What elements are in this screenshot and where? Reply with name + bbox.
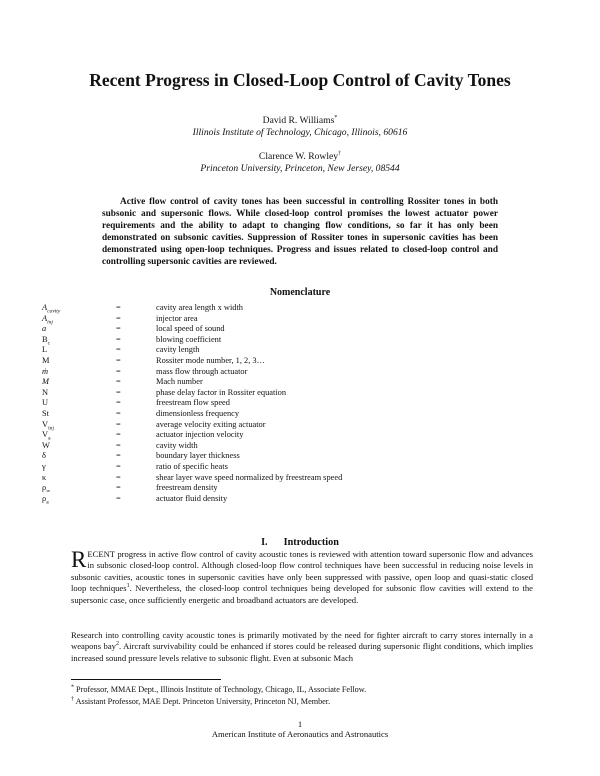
nomenclature-symbol (42, 462, 116, 473)
nomenclature-symbol (42, 377, 116, 388)
dropcap-letter: R (71, 547, 87, 572)
nomenclature-definition: cavity length (156, 345, 200, 355)
footnote-2-mark: † (71, 696, 74, 703)
author-2 (0, 151, 600, 162)
intro-p1-text: ECENT progress in active flow control of cavity acoustic tones is reviewed with attention toward supersonic flow and advances in subsonic closed-loop control. Although closed-loop flow control techniques have been successful in reducing noise levels in subsonic cavities, acoustic tones in supersonic cavities have only been suppressed with passive, open loop and quasi-static closed loop techniques (71, 549, 533, 594)
nomenclature-definition: blowing coefficient (156, 334, 222, 344)
nomenclature-row (42, 494, 342, 505)
nomenclature-definition: mass flow through actuator (156, 366, 248, 376)
nomenclature-symbol (42, 473, 116, 484)
nomenclature-row (42, 324, 342, 335)
nomenclature-definition: cavity width (156, 440, 198, 450)
citation-1: 1 (126, 583, 130, 590)
nomenclature-definition: phase delay factor in Rossiter equation (156, 387, 287, 397)
author-1-name: David R. Williams (262, 115, 335, 126)
nomenclature-symbol (42, 303, 116, 314)
footnote-1-text: Professor, MMAE Dept., Illinois Institute of Technology, Chicago, IL, Associate Fellow. (76, 685, 367, 694)
footnote-1 (71, 684, 541, 695)
citation-2: 2 (115, 641, 119, 648)
equals-sign: = (116, 313, 121, 323)
nomenclature-row (42, 430, 342, 441)
equals-sign: = (116, 345, 121, 355)
equals-sign: = (116, 451, 121, 461)
nomenclature-symbol (42, 451, 116, 462)
nomenclature-symbol (42, 398, 116, 409)
nomenclature-row (42, 356, 342, 367)
nomenclature-symbol (42, 430, 116, 441)
symbol-main: L (42, 345, 48, 355)
equals-sign: = (116, 440, 121, 450)
nomenclature-symbol (42, 494, 116, 505)
equals-sign: = (116, 387, 121, 397)
section-title: Introduction (283, 537, 339, 548)
author-1-mark: * (334, 114, 338, 121)
symbol-subscript: inj (47, 319, 53, 326)
nomenclature-definition: injector area (156, 313, 198, 323)
nomenclature-row (42, 367, 342, 378)
symbol-subscript: a (46, 499, 49, 506)
nomenclature-definition: actuator fluid density (156, 493, 228, 503)
author-1-affiliation: Illinois Institute of Technology, Chicago, Illinois, 60616 (192, 127, 408, 138)
nomenclature-row (42, 462, 342, 473)
equals-sign: = (116, 483, 121, 493)
nomenclature-row (42, 335, 342, 346)
intro-paragraph-1 (71, 549, 533, 606)
symbol-main: M (42, 377, 49, 387)
symbol-main: N (42, 387, 49, 397)
nomenclature-symbol (42, 441, 116, 452)
nomenclature-definition: Rossiter mode number, 1, 2, 3… (156, 355, 265, 365)
footnote-2 (71, 696, 541, 707)
footnote-1-mark: * (71, 684, 74, 691)
nomenclature-row (42, 388, 342, 399)
symbol-main: κ (42, 472, 47, 482)
nomenclature-definition: actuator injection velocity (156, 430, 244, 440)
symbol-main: B (42, 334, 48, 344)
nomenclature-definition: boundary layer thickness (156, 451, 240, 461)
nomenclature-definition: average velocity exiting actuator (156, 419, 266, 429)
symbol-main: U (42, 398, 49, 408)
nomenclature-row (42, 398, 342, 409)
equals-sign: = (116, 334, 121, 344)
nomenclature-definition: freestream density (156, 483, 218, 493)
nomenclature-symbol (42, 409, 116, 420)
author-2-affiliation: Princeton University, Princeton, New Jersey, 08544 (200, 163, 400, 174)
symbol-subscript: inj (48, 425, 54, 432)
nomenclature-list (42, 303, 342, 504)
symbol-main: V (42, 430, 49, 440)
nomenclature-symbol (42, 335, 116, 346)
nomenclature-row (42, 420, 342, 431)
nomenclature-row (42, 345, 342, 356)
nomenclature-definition: ratio of specific heats (156, 461, 228, 471)
symbol-main: V (42, 419, 49, 429)
equals-sign: = (116, 461, 121, 471)
equals-sign: = (116, 408, 121, 418)
nomenclature-row (42, 409, 342, 420)
footnote-2-text: Assistant Professor, MAE Dept. Princeton University, Princeton NJ, Member. (75, 697, 331, 706)
symbol-main: a (42, 324, 47, 334)
equals-sign: = (116, 493, 121, 503)
symbol-main: A (42, 313, 48, 323)
equals-sign: = (116, 324, 121, 334)
symbol-subscript: cavity (47, 308, 61, 315)
footnote-rule (71, 679, 221, 680)
equals-sign: = (116, 303, 121, 312)
nomenclature-symbol (42, 345, 116, 356)
page-footer: American Institute of Aeronautics and Astronautics (211, 729, 389, 739)
nomenclature-symbol (42, 356, 116, 367)
equals-sign: = (116, 430, 121, 440)
equals-sign: = (116, 398, 121, 408)
symbol-main: δ (42, 451, 46, 461)
author-2-mark: † (338, 150, 342, 157)
nomenclature-symbol (42, 367, 116, 378)
intro-p2-end: . Aircraft survivability could be enhanced if stores could be released during supersonic flight conditions, which implies increased sound pressure levels relative to subsonic flight. Even at subsonic Mach (71, 641, 533, 663)
nomenclature-symbol (42, 420, 116, 431)
symbol-main: W (42, 440, 50, 450)
nomenclature-row (42, 303, 342, 314)
nomenclature-row (42, 473, 342, 484)
nomenclature-row (42, 451, 342, 462)
symbol-main: ṁ (42, 366, 49, 376)
nomenclature-heading: Nomenclature (269, 287, 331, 298)
symbol-subscript: a (48, 435, 51, 442)
nomenclature-definition: freestream flow speed (156, 398, 230, 408)
symbol-main: St (42, 408, 49, 418)
page-number: 1 (297, 719, 303, 729)
nomenclature-row (42, 483, 342, 494)
symbol-main: A (42, 303, 48, 312)
nomenclature-symbol (42, 388, 116, 399)
nomenclature-row (42, 441, 342, 452)
symbol-main: ρ (42, 493, 47, 503)
equals-sign: = (116, 377, 121, 387)
intro-paragraph-2 (71, 630, 533, 664)
symbol-subscript: ∞ (46, 488, 51, 495)
nomenclature-symbol (42, 483, 116, 494)
symbol-subscript: c (47, 340, 51, 347)
symbol-main: ρ (42, 483, 47, 493)
symbol-main: M (42, 355, 50, 365)
nomenclature-symbol (42, 324, 116, 335)
section-heading (0, 537, 600, 548)
intro-p1-end: . Nevertheless, the closed-loop control techniques being developed for subsonic flow cavities will extend to the supersonic case, once sufficiently energetic and broadband actuators are developed. (71, 583, 533, 605)
equals-sign: = (116, 366, 121, 376)
nomenclature-definition: Mach number (156, 377, 203, 387)
nomenclature-row (42, 314, 342, 325)
equals-sign: = (116, 419, 121, 429)
nomenclature-definition: shear layer wave speed normalized by freestream speed (156, 472, 343, 482)
author-2-name: Clarence W. Rowley (258, 151, 339, 162)
section-number: I. (261, 537, 268, 548)
symbol-main: γ (42, 461, 46, 471)
nomenclature-definition: cavity area length x width (156, 303, 243, 312)
abstract: Active flow control of cavity tones has been successful in controlling Rossiter tones in both subsonic and supersonic flows. While closed-loop control promises the lowest actuator power requirements and the ability to adapt to changing flow conditions, so far it has only been demonstrated on subsonic cavities. Suppression of Rossiter tones in supersonic cavities has been demonstrated using open-loop techniques. Progress and issues related to closed-loop control and controlling supersonic cavities are reviewed. (102, 197, 498, 267)
intro-p2-text: Research into controlling cavity acoustic tones is primarily motivated by the need for fighter aircraft to carry stores internally in a weapons bay (71, 630, 533, 652)
nomenclature-row (42, 377, 342, 388)
equals-sign: = (116, 355, 121, 365)
nomenclature-definition: local speed of sound (156, 324, 225, 334)
paper-title: Recent Progress in Closed-Loop Control of Cavity Tones (89, 70, 511, 90)
nomenclature-definition: dimensionless frequency (156, 408, 240, 418)
author-1 (0, 115, 600, 126)
equals-sign: = (116, 472, 121, 482)
nomenclature-symbol (42, 314, 116, 325)
